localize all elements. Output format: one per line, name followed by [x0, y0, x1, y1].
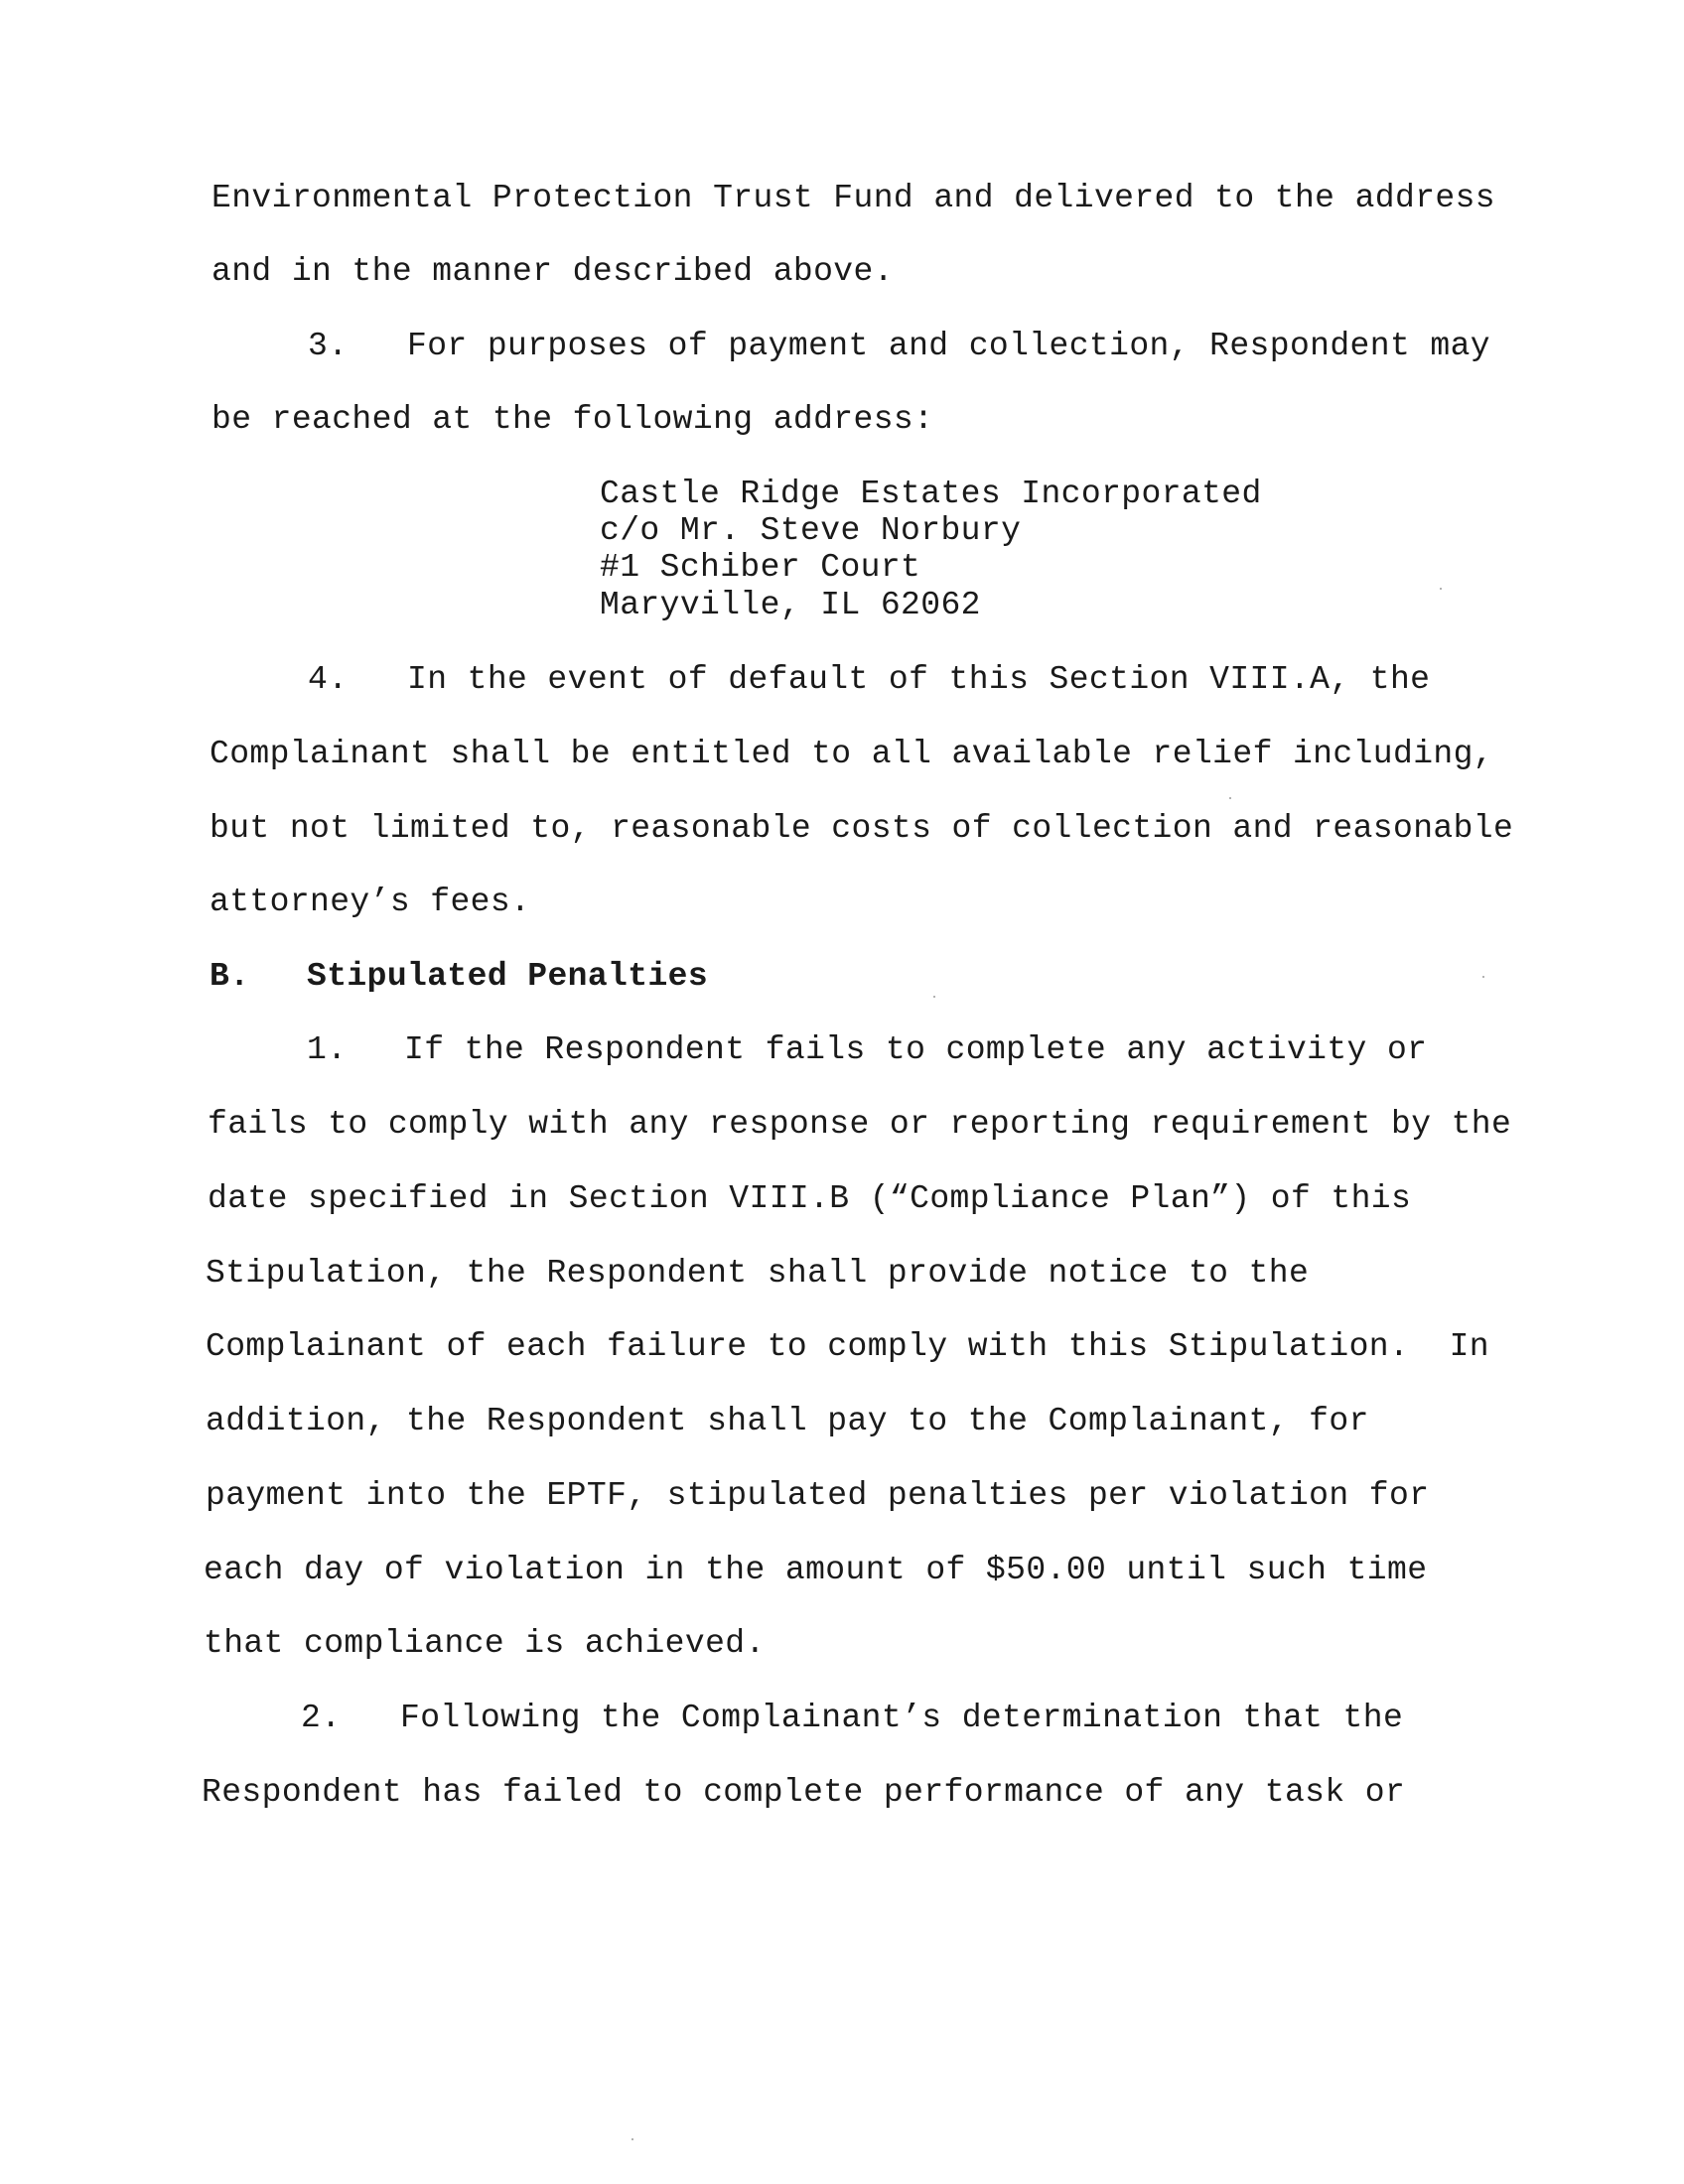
paragraph-line: and in the manner described above. [211, 253, 894, 290]
paragraph-line: Stipulation, the Respondent shall provide notice to the [206, 1255, 1310, 1292]
paragraph-line: For purposes of payment and collection, Respondent may [407, 328, 1490, 364]
paragraph-line: Complainant shall be entitled to all available relief including, [210, 736, 1494, 772]
paragraph-line: be reached at the following address: [211, 401, 934, 438]
address-line: c/o Mr. Steve Norbury [600, 512, 1022, 549]
address-line: Maryville, IL 62062 [600, 587, 981, 623]
scan-speck [632, 2138, 633, 2140]
scan-speck [1440, 588, 1442, 590]
paragraph-line: each day of violation in the amount of $50.00 until such time [204, 1552, 1428, 1588]
section-heading: Stipulated Penalties [307, 958, 709, 995]
paragraph-number: 2. [301, 1700, 342, 1736]
paragraph-line: Complainant of each failure to comply with this Stipulation. In [206, 1328, 1490, 1365]
paragraph-line: fails to comply with any response or reporting requirement by the [208, 1106, 1512, 1143]
paragraph-line: but not limited to, reasonable costs of collection and reasonable [210, 810, 1514, 847]
paragraph-line: Following the Complainant’s determination that the [400, 1700, 1404, 1736]
paragraph-line: Respondent has failed to complete performance of any task or [202, 1774, 1406, 1811]
address-line: Castle Ridge Estates Incorporated [600, 476, 1262, 512]
section-letter: B. [210, 958, 250, 995]
paragraph-line: Environmental Protection Trust Fund and delivered to the address [211, 180, 1496, 216]
paragraph-line: If the Respondent fails to complete any activity or [404, 1031, 1428, 1068]
paragraph-line: that compliance is achieved. [204, 1625, 766, 1662]
paragraph-line: addition, the Respondent shall pay to the Complainant, for [206, 1403, 1369, 1439]
address-line: #1 Schiber Court [600, 549, 921, 586]
paragraph-number: 4. [308, 661, 349, 698]
paragraph-number: 1. [307, 1031, 348, 1068]
paragraph-line: date specified in Section VIII.B (“Compliance Plan”) of this [208, 1180, 1412, 1217]
paragraph-line: payment into the EPTF, stipulated penalties per violation for [206, 1477, 1430, 1514]
paragraph-line: In the event of default of this Section VIII.A, the [407, 661, 1431, 698]
scan-speck [933, 996, 935, 998]
scan-speck [1229, 797, 1231, 799]
paragraph-line: attorney’s fees. [210, 884, 531, 920]
paragraph-number: 3. [308, 328, 349, 364]
scan-speck [1482, 976, 1484, 978]
